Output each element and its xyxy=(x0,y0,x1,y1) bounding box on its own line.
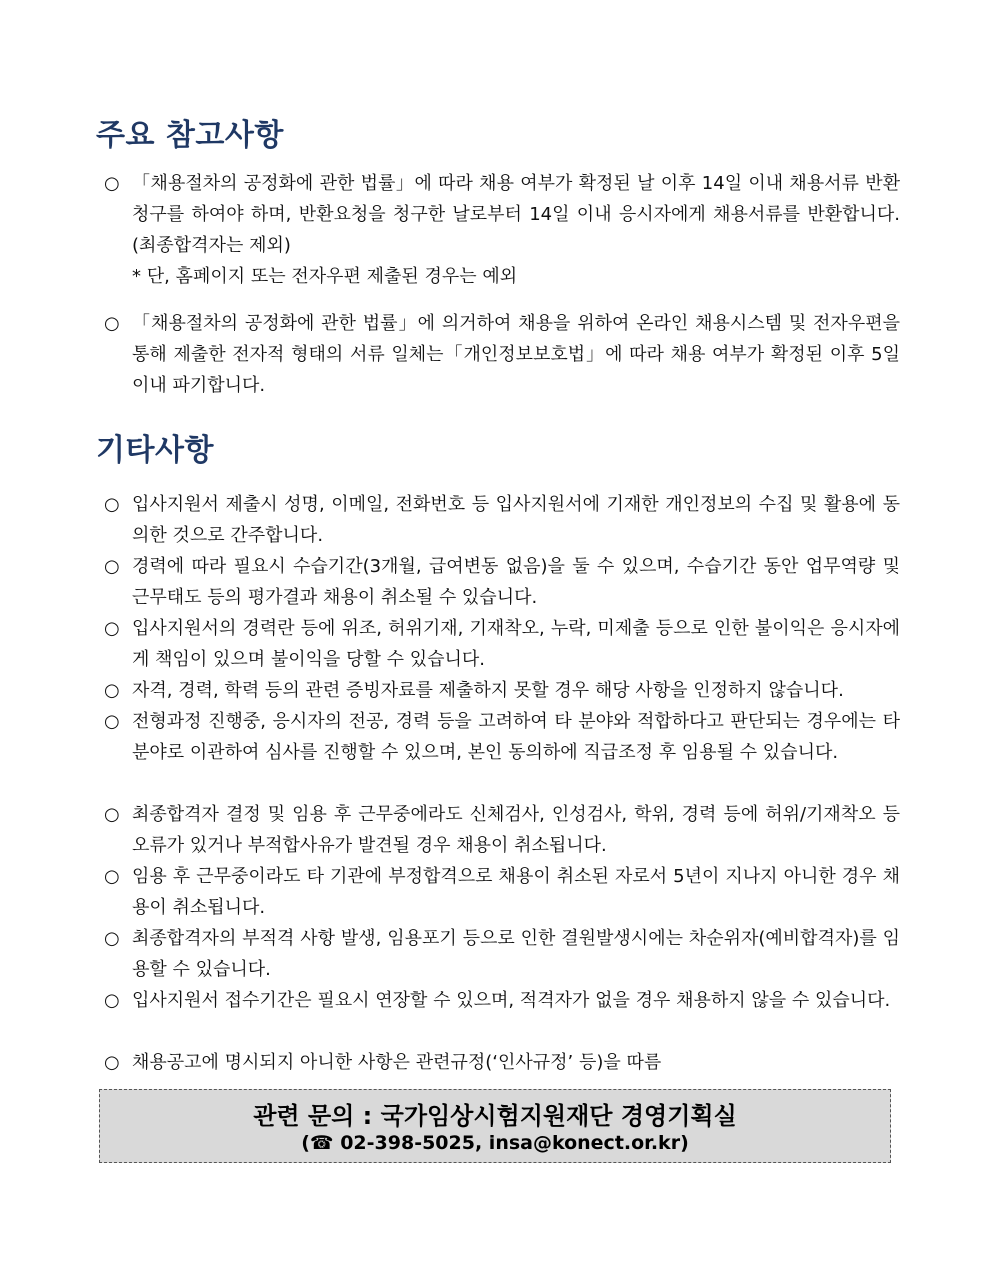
list-item xyxy=(104,706,900,768)
bullet-circle-icon: ○ xyxy=(104,494,120,515)
list-item xyxy=(104,985,900,1016)
list-item-text: 입사지원서 접수기간은 필요시 연장할 수 있으며, 적격자가 없을 경우 채용하지 않을 수 있습니다. xyxy=(132,990,891,1011)
bullet-circle-icon: ○ xyxy=(104,313,120,334)
list-item xyxy=(104,168,900,261)
list-item-note: * 단, 홈페이지 또는 전자우편 제출된 경우는 예외 xyxy=(132,266,518,287)
list-item-text: 「채용절차의 공정화에 관한 법률」에 따라 채용 여부가 확정된 날 이후 14일 이내 채용서류 반환 청구를 하여야 하며, 반환요청을 청구한 날로부터 14일 이내 응시자에게 채용서류를 반환합니다.(최종합격자는 제외) xyxy=(132,173,900,256)
bullet-circle-icon: ○ xyxy=(104,804,120,825)
bullet-circle-icon: ○ xyxy=(104,928,120,949)
list-item xyxy=(104,799,900,861)
bullet-circle-icon: ○ xyxy=(104,680,120,701)
list-item xyxy=(104,675,900,706)
list-item-text: 임용 후 근무중이라도 타 기관에 부정합격으로 채용이 취소된 자로서 5년이 지나지 아니한 경우 채용이 취소됩니다. xyxy=(132,866,900,918)
list-item xyxy=(104,923,900,985)
section-heading-notes: 주요 참고사항 xyxy=(96,118,284,153)
bullet-circle-icon: ○ xyxy=(104,1052,120,1073)
bullet-circle-icon: ○ xyxy=(104,990,120,1011)
list-item-text: 최종합격자의 부적격 사항 발생, 임용포기 등으로 인한 결원발생시에는 차순위자(예비합격자)를 임용할 수 있습니다. xyxy=(132,928,900,980)
list-item-text: 「채용절차의 공정화에 관한 법률」에 의거하여 채용을 위하여 온라인 채용시스템 및 전자우편을 통해 제출한 전자적 형태의 서류 일체는「개인정보보호법」에 따라 채용 여부가 확정된 이후 5일 이내 파기합니다. xyxy=(132,313,900,396)
contact-title: 관련 문의 : 국가임상시험지원재단 경영기획실 xyxy=(253,1102,737,1130)
list-item-text: 전형과정 진행중, 응시자의 전공, 경력 등을 고려하여 타 분야와 적합하다고 판단되는 경우에는 타 분야로 이관하여 심사를 진행할 수 있으며, 본인 동의하에 직급조정 후 임용될 수 있습니다. xyxy=(132,711,900,763)
list-item xyxy=(104,613,900,675)
list-item xyxy=(104,489,900,551)
list-item xyxy=(104,861,900,923)
list-item xyxy=(104,551,900,613)
list-item xyxy=(104,308,900,401)
section-heading-other: 기타사항 xyxy=(96,433,214,468)
contact-box xyxy=(99,1089,891,1163)
bullet-circle-icon: ○ xyxy=(104,556,120,577)
bullet-circle-icon: ○ xyxy=(104,711,120,732)
bullet-circle-icon: ○ xyxy=(104,173,120,194)
bullet-circle-icon: ○ xyxy=(104,866,120,887)
list-item-text: 채용공고에 명시되지 아니한 사항은 관련규정(‘인사규정’ 등)을 따름 xyxy=(132,1052,662,1073)
list-item xyxy=(104,1047,900,1078)
list-item-text: 최종합격자 결정 및 임용 후 근무중에라도 신체검사, 인성검사, 학위, 경력 등에 허위/기재착오 등 오류가 있거나 부적합사유가 발견될 경우 채용이 취소됩니다. xyxy=(132,804,900,856)
bullet-circle-icon: ○ xyxy=(104,618,120,639)
list-item-text: 입사지원서 제출시 성명, 이메일, 전화번호 등 입사지원서에 기재한 개인정보의 수집 및 활용에 동의한 것으로 간주합니다. xyxy=(132,494,900,546)
list-item-text: 경력에 따라 필요시 수습기간(3개월, 급여변동 없음)을 둘 수 있으며, 수습기간 동안 업무역량 및 근무태도 등의 평가결과 채용이 취소될 수 있습니다. xyxy=(132,556,900,608)
list-item-text: 입사지원서의 경력란 등에 위조, 허위기재, 기재착오, 누락, 미제출 등으로 인한 불이익은 응시자에게 책임이 있으며 불이익을 당할 수 있습니다. xyxy=(132,618,900,670)
list-item-text: 자격, 경력, 학력 등의 관련 증빙자료를 제출하지 못할 경우 해당 사항을 인정하지 않습니다. xyxy=(132,680,844,701)
contact-info: (☎ 02-398-5025, insa@konect.or.kr) xyxy=(301,1132,689,1154)
